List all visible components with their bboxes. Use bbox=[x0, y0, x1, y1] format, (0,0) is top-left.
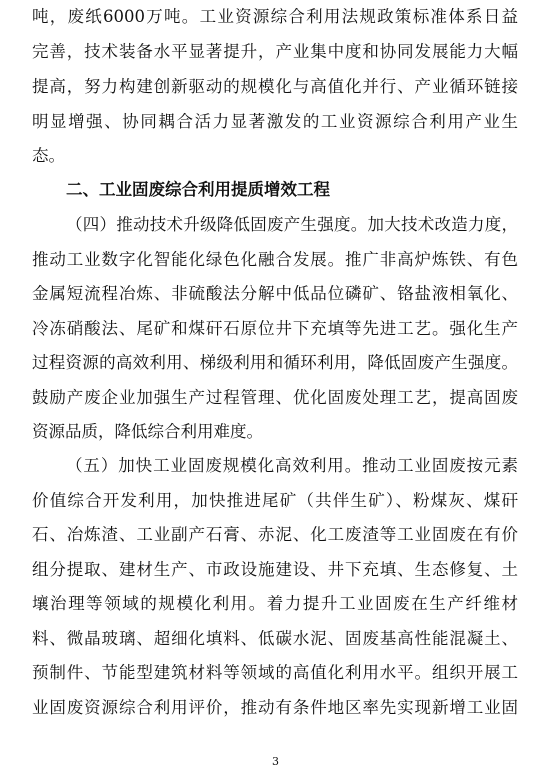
paragraph-line: （五）加快工业固废规模化高效利用。推动工业固废按元素 bbox=[66, 456, 518, 475]
paragraph-line: （四）推动技术升级降低固废产生强度。加大技术改造力度， bbox=[66, 215, 518, 234]
paragraph-line: 鼓励产废企业加强生产过程管理、优化固废处理工艺，提高固废 bbox=[32, 388, 518, 407]
paragraph-line: 态。 bbox=[32, 146, 65, 165]
paragraph-line: 推动工业数字化智能化绿色化融合发展。推广非高炉炼铁、有色 bbox=[32, 250, 518, 269]
paragraph-line: 过程资源的高效利用、梯级利用和循环利用，降低固废产生强度。 bbox=[32, 353, 518, 372]
paragraph-line: 预制件、节能型建筑材料等领域的高值化利用水平。组织开展工 bbox=[32, 663, 518, 682]
paragraph-line: 金属短流程冶炼、非硫酸法分解中低品位磷矿、铬盐液相氧化、 bbox=[32, 284, 518, 303]
paragraph-line: 提高，努力构建创新驱动的规模化与高值化并行、产业循环链接 bbox=[32, 77, 518, 96]
paragraph-line: 业固废资源综合利用评价，推动有条件地区率先实现新增工业固 bbox=[32, 698, 518, 717]
paragraph-line: 冷冻硝酸法、尾矿和煤矸石原位井下充填等先进工艺。强化生产 bbox=[32, 319, 518, 338]
paragraph-line: 壤治理等领域的规模化利用。着力提升工业固废在生产纤维材 bbox=[32, 594, 518, 613]
page-number: 3 bbox=[272, 755, 279, 768]
paragraph-line: 完善，技术装备水平显著提升，产业集中度和协同发展能力大幅 bbox=[32, 42, 518, 61]
paragraph-line: 料、微晶玻璃、超细化填料、低碳水泥、固废基高性能混凝土、 bbox=[32, 629, 518, 648]
paragraph-line: 明显增强、协同耦合活力显著激发的工业资源综合利用产业生 bbox=[32, 112, 518, 131]
paragraph-line: 组分提取、建材生产、市政设施建设、井下充填、生态修复、土 bbox=[32, 560, 518, 579]
paragraph-line: 石、冶炼渣、工业副产石膏、赤泥、化工废渣等工业固废在有价 bbox=[32, 525, 518, 544]
paragraph-line: 价值综合开发利用，加快推进尾矿（共伴生矿）、粉煤灰、煤矸 bbox=[32, 491, 518, 510]
paragraph-line: 资源品质，降低综合利用难度。 bbox=[32, 422, 263, 441]
section-heading: 二、工业固废综合利用提质增效工程 bbox=[66, 180, 330, 199]
paragraph-line: 吨，废纸6000万吨。工业资源综合利用法规政策标准体系日益 bbox=[32, 7, 518, 26]
